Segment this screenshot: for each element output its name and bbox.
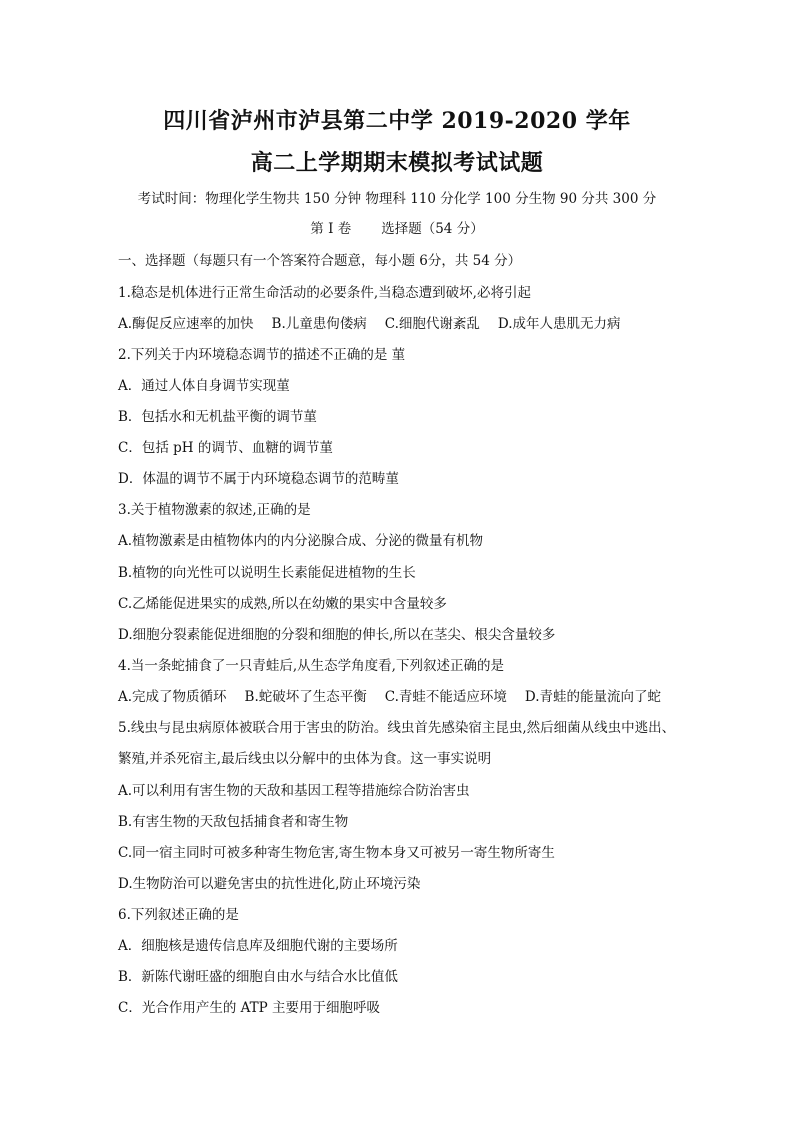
question-3-option-b: B.植物的向光性可以说明生长素能促进植物的生长 [118, 565, 416, 581]
question-5-option-c: C.同一宿主同时可被多种寄生物危害,寄生物本身又可被另一寄生物所寄生 [118, 845, 555, 861]
question-2-stem: 2.下列关于内环境稳态调节的描述不正确的是 菫 [118, 347, 406, 363]
question-3-option-c: C.乙烯能促进果实的成熟,所以在幼嫩的果实中含量较多 [118, 596, 447, 612]
question-6-option-a: A．细胞核是遗传信息库及细胞代谢的主要场所 [118, 938, 398, 954]
question-4-option-a: A.完成了物质循环 [118, 689, 227, 705]
question-2-option-a: A．通过人体自身调节实现菫 [118, 378, 290, 394]
question-2-option-d: D．体温的调节不属于内环境稳态调节的范畴菫 [118, 471, 399, 487]
section-label: 第 I 卷 [310, 221, 352, 237]
document-title-line1: 四川省泸州市泸县第二中学 2019-2020 学年 [163, 108, 631, 134]
question-1-options [118, 312, 718, 332]
question-2-option-c: C．包括 pH 的调节、血糖的调节菫 [118, 440, 333, 456]
question-4-option-d: D.青蛙的能量流向了蛇 [524, 689, 662, 705]
question-6-stem: 6.下列叙述正确的是 [118, 907, 239, 923]
section-heading [0, 217, 794, 237]
question-5-stem-line2: 繁殖,并杀死宿主,最后线虫以分解中的虫体为食。这一事实说明 [118, 751, 492, 767]
question-6-option-c: C．光合作用产生的 ATP 主要用于细胞呼吸 [118, 1000, 381, 1016]
question-5-stem-line1: 5.线虫与昆虫病原体被联合用于害虫的防治。线虫首先感染宿主昆虫,然后细菌从线虫中逃出、 [118, 720, 676, 736]
section-title: 选择题（54 分） [381, 221, 484, 237]
question-1-option-d: D.成年人患肌无力病 [497, 316, 621, 332]
question-1-stem: 1.稳态是机体进行正常生命活动的必要条件,当稳态遭到破坏,必将引起 [118, 285, 531, 301]
question-1-option-a: A.酶促反应速率的加快 [118, 316, 254, 332]
question-3-stem: 3.关于植物激素的叙述,正确的是 [118, 502, 311, 518]
instructions: 一、选择题（每题只有一个答案符合题意，每小题 6分，共 54 分） [118, 253, 522, 269]
document-title-line2: 高二上学期期末模拟考试试题 [250, 150, 544, 176]
question-5-option-d: D.生物防治可以避免害虫的抗性进化,防止环境污染 [118, 876, 421, 892]
question-4-option-c: C.青蛙不能适应环境 [384, 689, 507, 705]
question-3-option-d: D.细胞分裂素能促进细胞的分裂和细胞的伸长,所以在茎尖、根尖含量较多 [118, 627, 556, 643]
question-5-option-a: A.可以利用有害生物的天敌和基因工程等措施综合防治害虫 [118, 783, 470, 799]
question-2-option-b: B．包括水和无机盐平衡的调节菫 [118, 409, 317, 425]
exam-time-info: 考试时间：物理化学生物共 150 分钟 物理科 110 分化学 100 分生物 90 分共 300 分 [137, 191, 657, 207]
question-1-option-c: C.细胞代谢紊乱 [384, 316, 480, 332]
question-6-option-b: B．新陈代谢旺盛的细胞自由水与结合水比值低 [118, 969, 398, 985]
question-1-option-b: B.儿童患佝偻病 [271, 316, 367, 332]
question-4-options [118, 685, 718, 705]
question-4-option-b: B.蛇破坏了生态平衡 [244, 689, 367, 705]
question-4-stem: 4.当一条蛇捕食了一只青蛙后,从生态学角度看,下列叙述正确的是 [118, 658, 504, 674]
question-5-option-b: B.有害生物的天敌包括捕食者和寄生物 [118, 814, 349, 830]
question-3-option-a: A.植物激素是由植物体内的内分泌腺合成、分泌的微量有机物 [118, 533, 484, 549]
